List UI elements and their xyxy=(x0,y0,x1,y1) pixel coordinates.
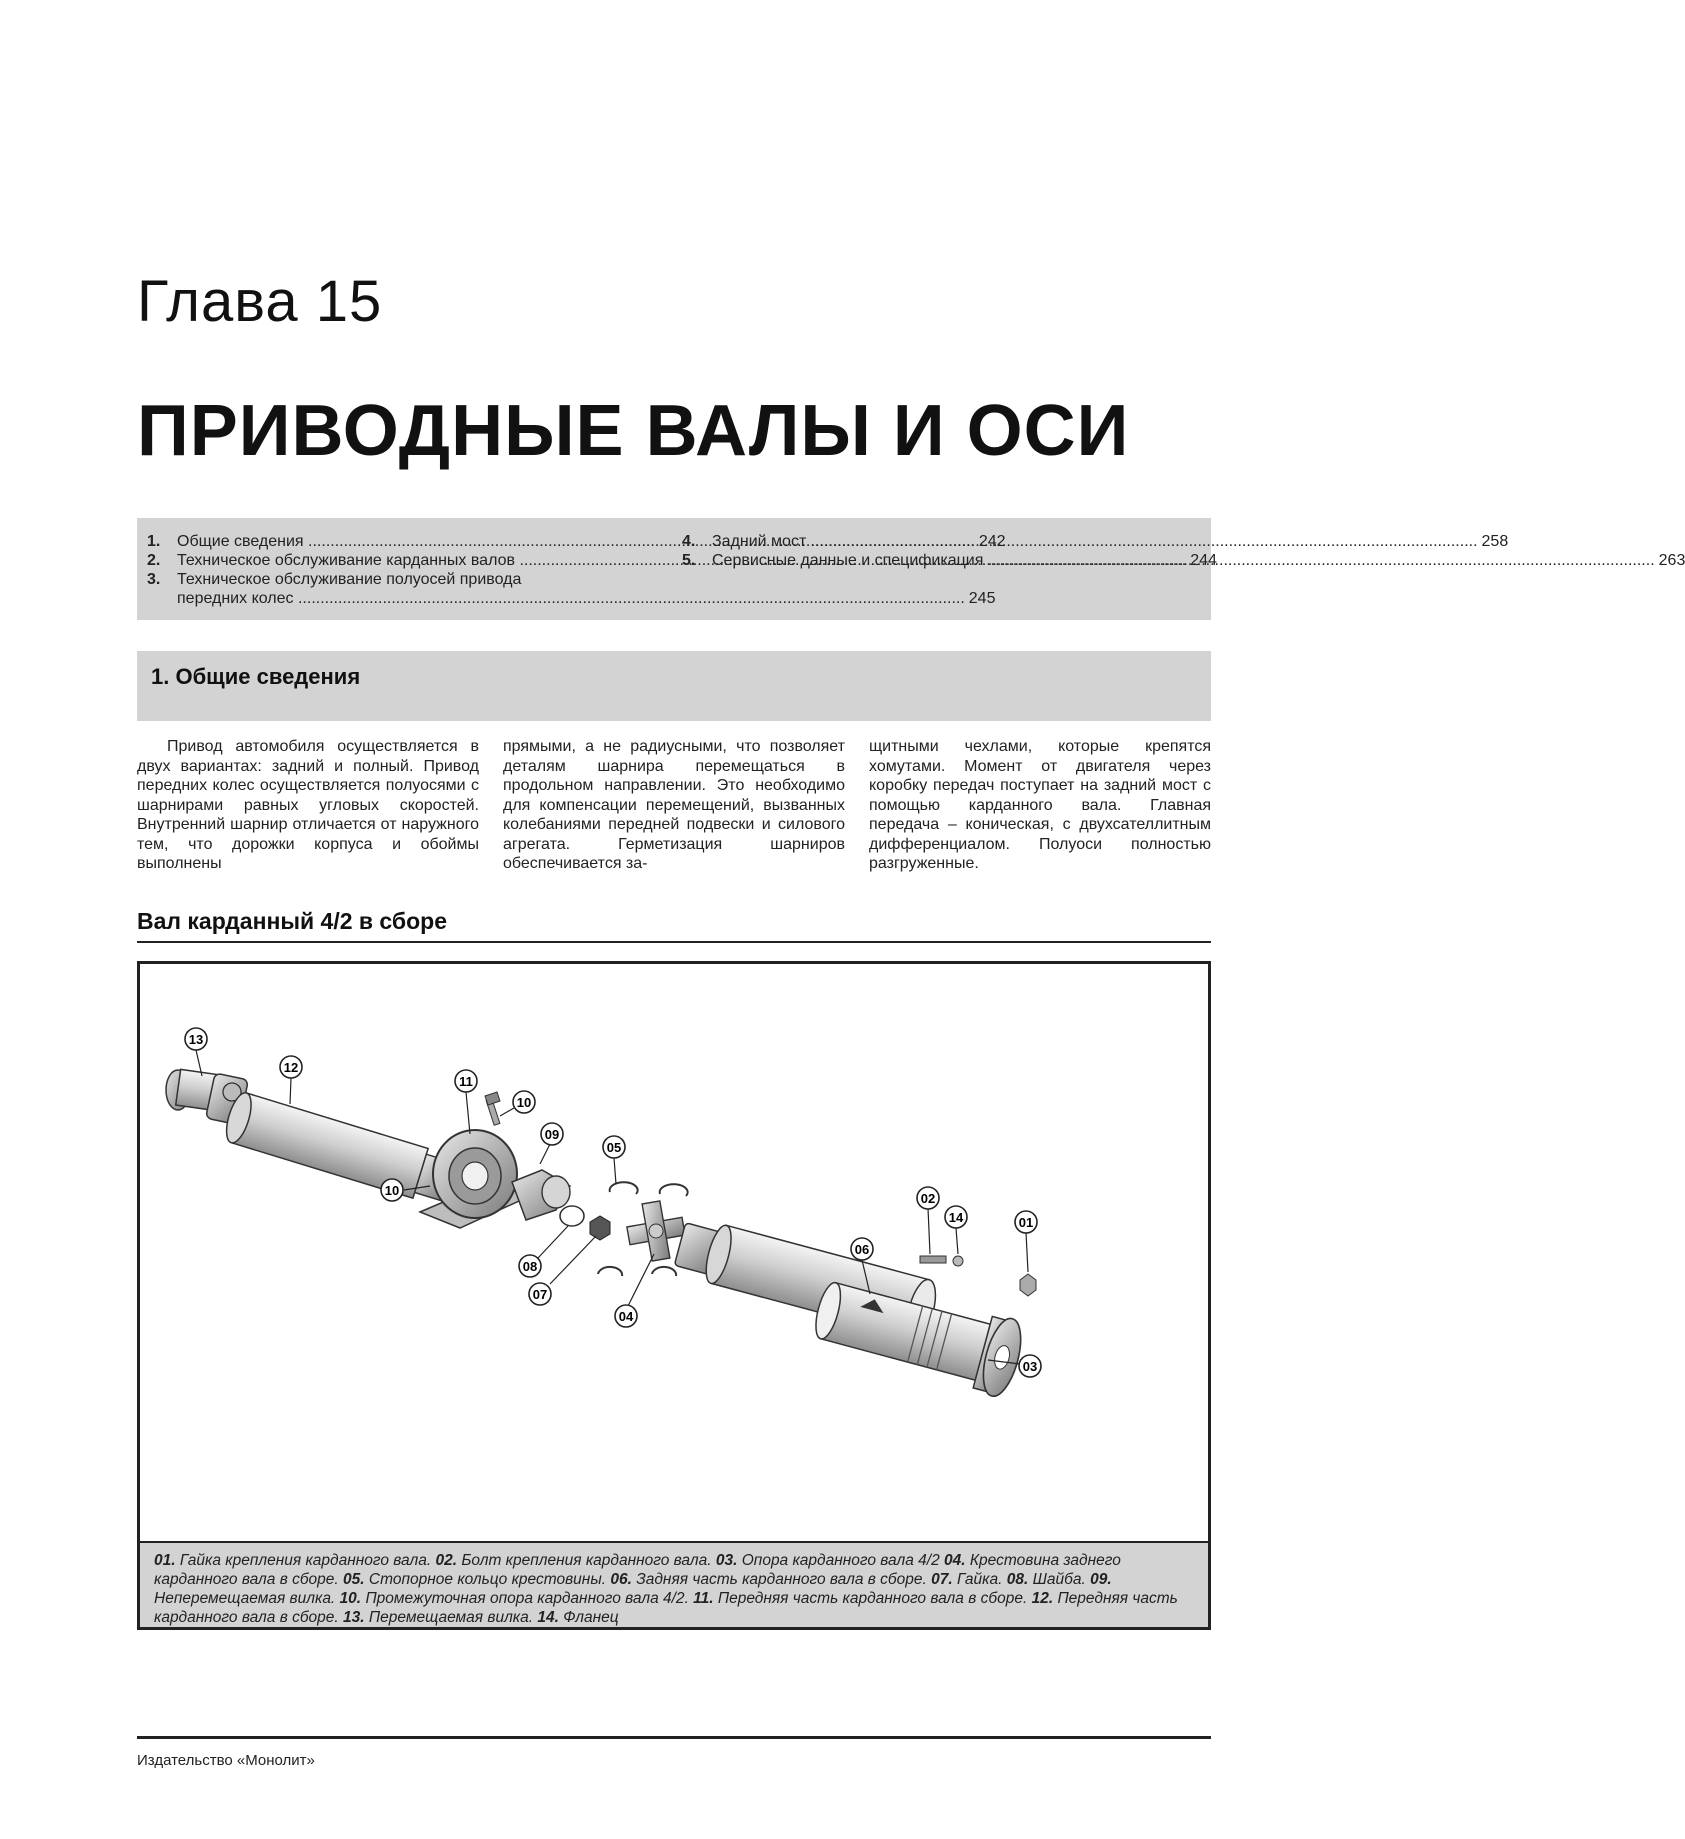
table-of-contents xyxy=(137,518,1685,620)
callout-08 xyxy=(519,1255,541,1277)
toc-title-line1: Техническое обслуживание полуосей привода xyxy=(177,571,522,588)
callout-13 xyxy=(185,1028,207,1050)
toc-number: 3. xyxy=(147,571,161,588)
callout-label: 07 xyxy=(532,1287,548,1302)
figure-caption xyxy=(140,1541,1208,1627)
center-bearing-support xyxy=(420,1092,530,1228)
caption-number: 14. xyxy=(537,1609,559,1626)
callout-03 xyxy=(1019,1355,1041,1377)
caption-number: 10. xyxy=(339,1590,362,1607)
caption-text: Опора карданного вала 4/2 xyxy=(741,1552,940,1569)
footer-rule xyxy=(137,1736,1211,1739)
washer-part xyxy=(953,1256,963,1266)
caption-text: Передняя часть карданного вала в сборе. xyxy=(154,1590,1178,1626)
callout-07 xyxy=(529,1283,551,1305)
caption-number: 07. xyxy=(931,1571,953,1588)
callout-06 xyxy=(851,1238,873,1260)
toc-page: 244 xyxy=(1190,552,1217,569)
callout-02 xyxy=(917,1187,939,1209)
toc-number: 2. xyxy=(147,552,161,569)
caption-number: 13. xyxy=(343,1609,365,1626)
callout-11 xyxy=(455,1070,477,1092)
caption-text: Задняя часть карданного вала в сборе. xyxy=(636,1571,927,1588)
callout-label: 10 xyxy=(516,1095,532,1110)
caption-number: 04. xyxy=(944,1552,966,1569)
callout-10-top xyxy=(513,1091,535,1113)
callout-label: 04 xyxy=(618,1309,634,1324)
callout-01 xyxy=(1015,1211,1037,1233)
figure-title: Вал карданный 4/2 в сборе xyxy=(137,908,448,934)
caption-text: Фланец xyxy=(563,1609,619,1626)
callout-label: 06 xyxy=(854,1242,870,1257)
caption-number: 09. xyxy=(1090,1571,1112,1588)
toc-number: 1. xyxy=(147,533,161,550)
caption-text: Шайба. xyxy=(1032,1571,1086,1588)
callout-05 xyxy=(603,1136,625,1158)
toc-title: Сервисные данные и спецификация ..... xyxy=(712,551,1655,570)
toc-title: Задний мост ..... xyxy=(712,532,1478,551)
caption-text: Передняя часть карданного вала в сборе. xyxy=(717,1590,1028,1607)
callout-12 xyxy=(280,1056,302,1078)
chapter-title: ПРИВОДНЫЕ ВАЛЫ И ОСИ xyxy=(137,391,1130,471)
toc-item[interactable] xyxy=(682,532,1509,551)
caption-number: 11. xyxy=(693,1590,714,1607)
caption-number: 06. xyxy=(610,1571,632,1588)
body-column-3: щитными чехлами, которые крепятся хомутами. Момент от двигателя через коробку передач поступает на задний мост с помощью карданного вала. Главная передача – коническая, с двухсателлитным дифференциалом. Полуоси полностью разгруженные. xyxy=(869,738,1211,872)
callout-10-bottom xyxy=(381,1179,403,1201)
body-column-1: Привод автомобиля осуществляется в двух вариантах: задний и полный. Привод передних колес осуществляется полуосями с шарнирами равных угловых скоростей. Внутренний шарнир отличается от наружного тем, что дорожки корпуса и обоймы выполнены xyxy=(137,738,479,872)
toc-page: 242 xyxy=(978,533,1006,550)
caption-text: Перемещаемая вилка. xyxy=(368,1609,534,1626)
toc-item[interactable] xyxy=(147,570,657,589)
toc-item-continuation[interactable] xyxy=(147,589,996,608)
caption-text: Крестовина заднего карданного вала в сборе. xyxy=(154,1552,1121,1588)
caption-text: Неперемещаемая вилка. xyxy=(154,1590,336,1607)
universal-joint-cross xyxy=(627,1201,685,1261)
callout-label: 03 xyxy=(1022,1359,1038,1374)
flange-nut-part xyxy=(1020,1274,1036,1296)
toc-number: 5. xyxy=(682,552,696,569)
caption-text: Стопорное кольцо крестовины. xyxy=(368,1571,607,1588)
fixed-yoke-part xyxy=(512,1170,584,1226)
callout-label: 01 xyxy=(1018,1215,1034,1230)
callout-label: 12 xyxy=(283,1060,299,1075)
driveshaft-illustration xyxy=(140,964,1208,1541)
callout-14 xyxy=(945,1206,967,1228)
toc-number: 4. xyxy=(682,533,696,550)
callout-label: 10 xyxy=(384,1183,400,1198)
caption-text: Гайка. xyxy=(957,1571,1003,1588)
figure-title-rule xyxy=(137,941,1211,943)
callout-label: 08 xyxy=(522,1259,538,1274)
callout-label: 02 xyxy=(920,1191,936,1206)
nut-part xyxy=(590,1216,610,1240)
caption-number: 05. xyxy=(343,1571,365,1588)
caption-number: 08. xyxy=(1006,1571,1029,1588)
body-column-2: прямыми, а не радиусными, что позволяет деталям шарнира перемещаться в продольном направлении. Это необходимо для компенсации перемещений, вызванных колебаниями передней подвески и силового агрегата. Герметизация шарниров обеспечивается за- xyxy=(503,738,845,872)
toc-title: Техническое обслуживание карданных валов ..... xyxy=(177,551,1186,570)
publisher-footer: Издательство «Монолит» xyxy=(137,1752,315,1769)
caption-number: 01. xyxy=(154,1552,176,1569)
bolt-part xyxy=(920,1256,946,1263)
caption-text: Болт крепления карданного вала. xyxy=(461,1552,712,1569)
toc-page: 245 xyxy=(968,590,996,607)
callout-04 xyxy=(615,1305,637,1327)
caption-text: Промежуточная опора карданного вала 4/2. xyxy=(365,1590,689,1607)
callout-label: 09 xyxy=(544,1127,560,1142)
caption-text: Гайка крепления карданного вала. xyxy=(179,1552,432,1569)
toc-title: Общие сведения ..... xyxy=(177,532,975,551)
chapter-label: Глава 15 xyxy=(137,269,383,334)
section-heading: 1. Общие сведения xyxy=(151,664,361,689)
figure-frame xyxy=(137,961,1211,1630)
callout-09 xyxy=(541,1123,563,1145)
toc-title: передних колес ..... xyxy=(177,589,965,608)
callout-label: 14 xyxy=(948,1210,964,1225)
callout-label: 05 xyxy=(606,1140,622,1155)
callout-label: 11 xyxy=(459,1074,473,1089)
caption-number: 02. xyxy=(435,1552,458,1569)
caption-number: 03. xyxy=(715,1552,738,1569)
toc-page: 263 xyxy=(1658,552,1685,569)
toc-page: 258 xyxy=(1481,533,1509,550)
callout-label: 13 xyxy=(188,1032,204,1047)
section-heading-bar xyxy=(137,651,1211,721)
caption-number: 12. xyxy=(1031,1590,1054,1607)
